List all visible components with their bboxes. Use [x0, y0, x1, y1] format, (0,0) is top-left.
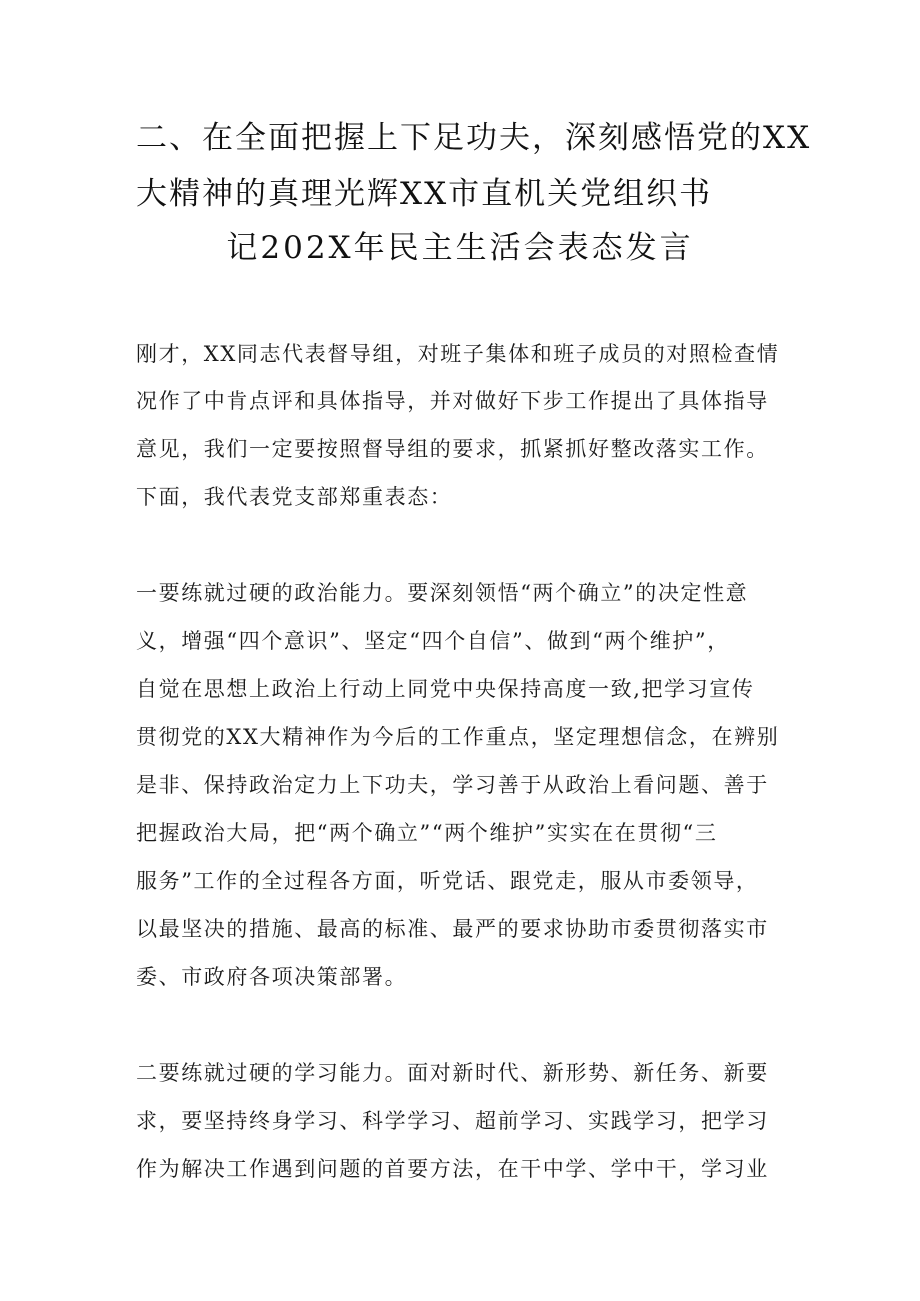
document-title-line-1: 二、在全面把握上下足功夫，深刻感悟党的XX — [136, 120, 812, 156]
intro-paragraph-line: 刚才，XX同志代表督导组，对班子集体和班子成员的对照检查情 — [136, 342, 780, 366]
document-title-line-2: 大精神的真理光辉XX市直机关党组织书 — [136, 176, 713, 212]
section-2-paragraph-line: 求，要坚持终身学习、科学学习、超前学习、实践学习，把学习 — [136, 1109, 769, 1133]
intro-paragraph-line: 况作了中肯点评和具体指导，并对做好下步工作提出了具体指导 — [136, 389, 769, 413]
section-1-paragraph-line: 服务”工作的全过程各方面，听党话、跟党走，服从市委领导， — [136, 869, 759, 893]
intro-paragraph-line: 下面，我代表党支部郑重表态： — [136, 485, 453, 509]
section-1-paragraph-line: 以最坚决的措施、最高的标准、最严的要求协助市委贯彻落实市 — [136, 917, 769, 941]
section-1-paragraph-line: 委、市政府各项决策部署。 — [136, 965, 408, 989]
section-1-paragraph-line: 是非、保持政治定力上下功夫，学习善于从政治上看问题、善于 — [136, 773, 769, 797]
section-1-paragraph-line: 义，增强“四个意识”、坚定“四个自信”、做到“两个维护”， — [136, 629, 730, 653]
section-2-paragraph-line: 二要练就过硬的学习能力。面对新时代、新形势、新任务、新要 — [136, 1061, 769, 1085]
section-1-paragraph-line: 一要练就过硬的政治能力。要深刻领悟“两个确立”的决定性意 — [136, 581, 749, 605]
section-2-paragraph-line: 作为解决工作遇到问题的首要方法，在干中学、学中干，学习业 — [136, 1157, 769, 1181]
section-1-paragraph-line: 把握政治大局，把“两个确立”“两个维护”实实在在贯彻“三 — [136, 821, 718, 845]
section-1-paragraph-line: 贯彻党的XX大精神作为今后的工作重点，坚定理想信念，在辨别 — [136, 725, 780, 749]
intro-paragraph-line: 意见，我们一定要按照督导组的要求，抓紧抓好整改落实工作。 — [136, 437, 769, 461]
document-title-line-3: 记202X年民主生活会表态发言 — [226, 230, 694, 266]
section-1-paragraph-line: 自觉在思想上政治上行动上同党中央保持高度一致,把学习宣传 — [136, 677, 755, 701]
